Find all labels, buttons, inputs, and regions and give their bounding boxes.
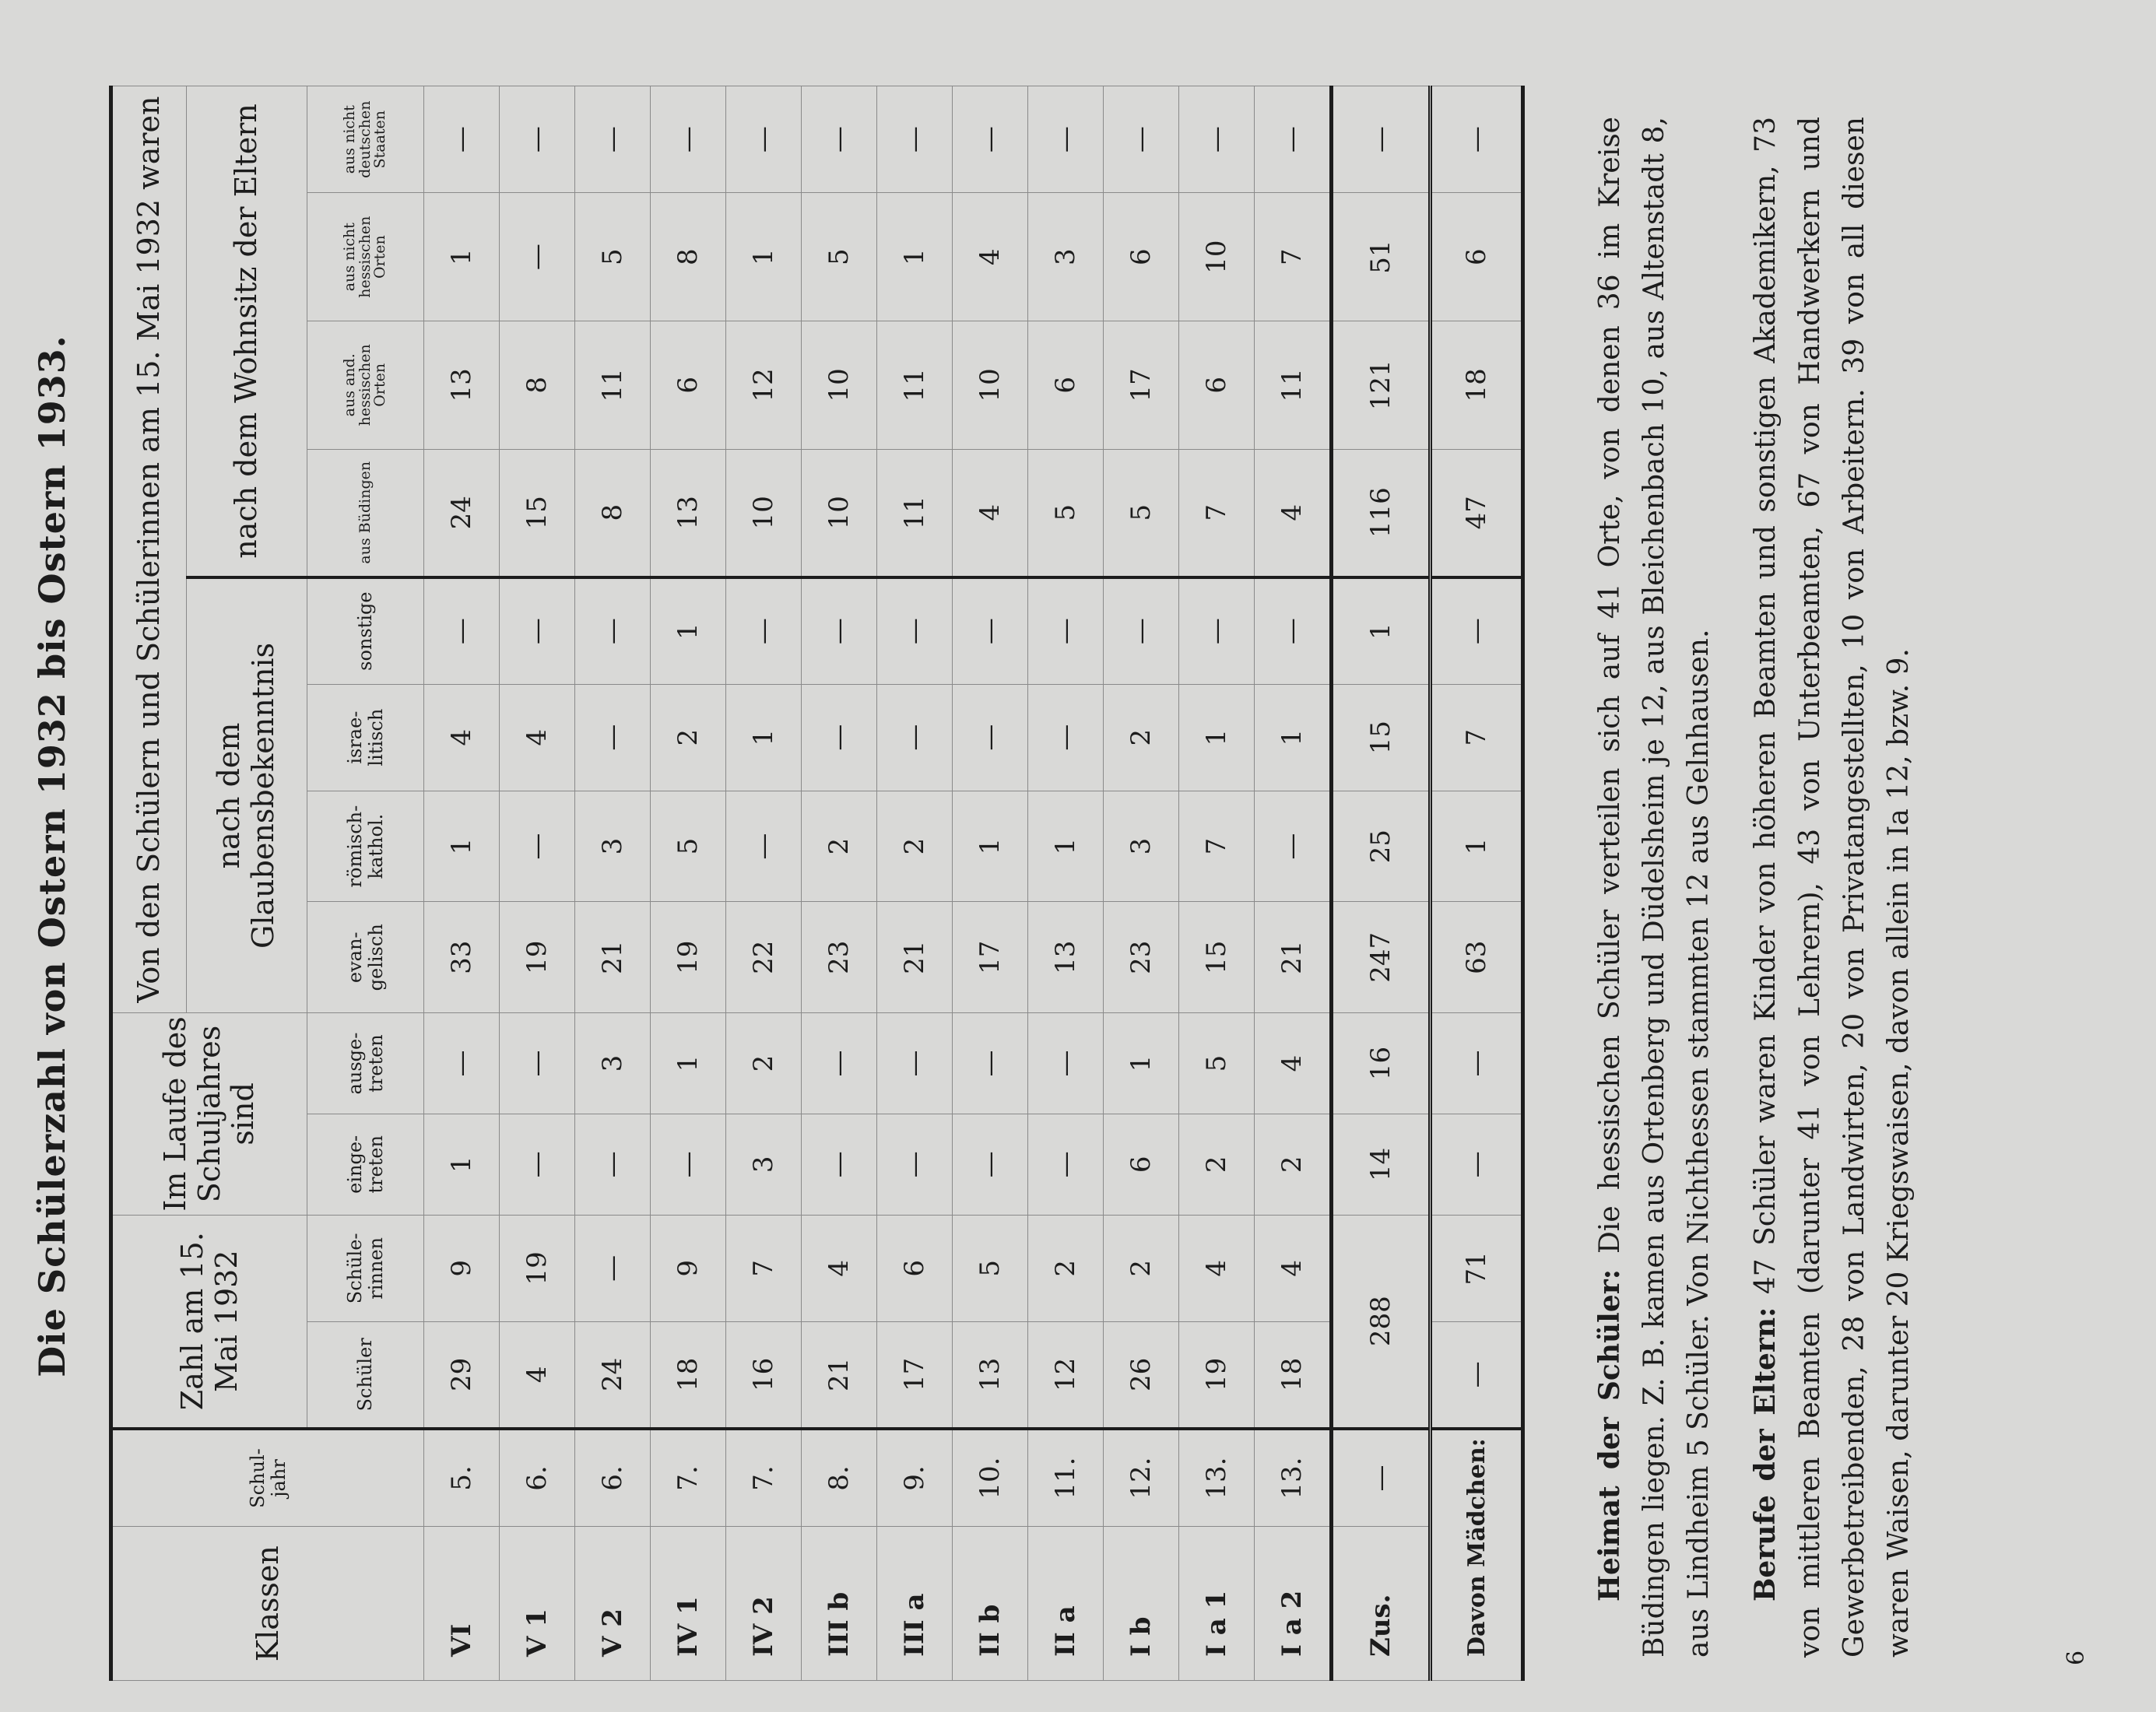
- cell-hess: 10: [802, 321, 877, 449]
- pupil-statistics-table: [109, 86, 1525, 1681]
- header-zahl: Zahl am 15. Mai 1932: [111, 1215, 307, 1428]
- cell-jahr: 9.: [877, 1429, 953, 1527]
- sum-cell-bued: 116: [1332, 449, 1431, 577]
- cell-nhess: 5: [575, 193, 651, 321]
- cell-bued: 15: [500, 449, 575, 577]
- cell-ev: 21: [877, 902, 953, 1013]
- cell-nhess: 10: [1179, 193, 1255, 321]
- cell-bued: 4: [1255, 449, 1332, 577]
- cell-rk: 3: [575, 791, 651, 902]
- cell-isr: 2: [651, 684, 726, 791]
- cell-hess: 6: [651, 321, 726, 449]
- cell-bued: 24: [424, 449, 500, 577]
- cell-hess: 17: [1104, 321, 1179, 449]
- girls-cell-ev: 63: [1431, 902, 1523, 1013]
- header-aus-nicht-deutschen: aus nicht deutschen Staaten: [307, 86, 424, 193]
- sum-cell-zahl: 288: [1332, 1215, 1431, 1428]
- cell-sonst: —: [1179, 577, 1255, 684]
- cell-ev: 19: [651, 902, 726, 1013]
- cell-jahr: 10.: [953, 1429, 1028, 1527]
- header-im-laufe: Im Laufe des Schuljahres sind: [111, 1013, 307, 1216]
- sum-cell-nhess: 51: [1332, 193, 1431, 321]
- table-row: [953, 86, 1028, 1681]
- cell-sonst: —: [877, 577, 953, 684]
- cell-aus: 1: [1104, 1013, 1179, 1114]
- cell-hess: 12: [726, 321, 802, 449]
- cell-rk: 2: [877, 791, 953, 902]
- cell-ein: —: [500, 1114, 575, 1215]
- girls-row: [1431, 86, 1523, 1681]
- cell-rk: 1: [424, 791, 500, 902]
- page-title: Die Schülerzahl von Ostern 1932 bis Ostern 1933.: [31, 335, 73, 1377]
- cell-isr: —: [953, 684, 1028, 791]
- cell-schueler: 16: [726, 1321, 802, 1428]
- girls-cell-schuelerinnen: 71: [1431, 1215, 1523, 1321]
- cell-ndeut: —: [877, 86, 953, 193]
- cell-aus: —: [424, 1013, 500, 1114]
- cell-rk: 3: [1104, 791, 1179, 902]
- cell-rk: —: [726, 791, 802, 902]
- cell-ev: 15: [1179, 902, 1255, 1013]
- cell-hess: 10: [953, 321, 1028, 449]
- cell-ndeut: —: [1104, 86, 1179, 193]
- cell-schuelerinnen: 9: [651, 1215, 726, 1321]
- cell-jahr: 13.: [1179, 1429, 1255, 1527]
- table-row: [1028, 86, 1104, 1681]
- table-row: [424, 86, 500, 1681]
- cell-ndeut: —: [651, 86, 726, 193]
- cell-ein: —: [575, 1114, 651, 1215]
- berufe-text: 47 Schüler waren Kinder von höheren Beamten und sonstigen Akademikern, 73 von mittleren Beamten (darunter 41 von Lehrern), 43 von Unterbeamten, 67 von Handwerkern und Gewerbetreibenden, 28 von Landwirten, 20 von Privatangestellten, 10 von Arbeitern. 39 von all diesen waren Waisen, darunter 20 Kriegswaisen, davon allein in Ia 12, bzw. 9.: [1750, 117, 1915, 1658]
- cell-isr: 2: [1104, 684, 1179, 791]
- cell-ein: —: [651, 1114, 726, 1215]
- cell-jahr: 7.: [651, 1429, 726, 1527]
- cell-schuelerinnen: 4: [802, 1215, 877, 1321]
- cell-klasse: I a 1: [1179, 1527, 1255, 1681]
- cell-rk: —: [1255, 791, 1332, 902]
- cell-isr: —: [1028, 684, 1104, 791]
- cell-ein: —: [877, 1114, 953, 1215]
- cell-klasse: V 1: [500, 1527, 575, 1681]
- cell-aus: 4: [1255, 1013, 1332, 1114]
- table-row: [1255, 86, 1332, 1681]
- header-nach-glauben: nach dem Glaubensbekenntnis: [187, 577, 307, 1013]
- cell-bued: 5: [1028, 449, 1104, 577]
- cell-aus: 1: [651, 1013, 726, 1114]
- cell-ein: —: [802, 1114, 877, 1215]
- sum-cell-isr: 15: [1332, 684, 1431, 791]
- cell-nhess: 1: [424, 193, 500, 321]
- cell-ein: 6: [1104, 1114, 1179, 1215]
- cell-isr: 1: [1179, 684, 1255, 791]
- cell-ndeut: —: [1255, 86, 1332, 193]
- cell-bued: 4: [953, 449, 1028, 577]
- cell-hess: 6: [1028, 321, 1104, 449]
- cell-isr: 1: [1255, 684, 1332, 791]
- cell-rk: 2: [802, 791, 877, 902]
- cell-nhess: 6: [1104, 193, 1179, 321]
- cell-schuelerinnen: 9: [424, 1215, 500, 1321]
- cell-schueler: 18: [651, 1321, 726, 1428]
- cell-hess: 8: [500, 321, 575, 449]
- cell-schueler: 13: [953, 1321, 1028, 1428]
- cell-ndeut: —: [1179, 86, 1255, 193]
- sum-cell-rk: 25: [1332, 791, 1431, 902]
- cell-ein: —: [1028, 1114, 1104, 1215]
- cell-sonst: —: [726, 577, 802, 684]
- header-sonstige: sonstige: [307, 577, 424, 684]
- cell-klasse: I b: [1104, 1527, 1179, 1681]
- table-row: [1179, 86, 1255, 1681]
- cell-klasse: V 2: [575, 1527, 651, 1681]
- cell-aus: —: [802, 1013, 877, 1114]
- cell-schuelerinnen: 2: [1104, 1215, 1179, 1321]
- header-schueler: Schüler: [307, 1321, 424, 1428]
- cell-nhess: 4: [953, 193, 1028, 321]
- cell-schueler: 12: [1028, 1321, 1104, 1428]
- girls-cell-sonst: —: [1431, 577, 1523, 684]
- cell-ein: 2: [1255, 1114, 1332, 1215]
- cell-rk: 7: [1179, 791, 1255, 902]
- cell-ndeut: —: [424, 86, 500, 193]
- header-aus-hessischen: aus and. hessischen Orten: [307, 321, 424, 449]
- cell-schueler: 17: [877, 1321, 953, 1428]
- cell-sonst: 1: [651, 577, 726, 684]
- cell-schuelerinnen: —: [575, 1215, 651, 1321]
- cell-ndeut: —: [802, 86, 877, 193]
- cell-aus: —: [953, 1013, 1028, 1114]
- cell-ndeut: —: [500, 86, 575, 193]
- sum-cell-label: Zus.: [1332, 1527, 1431, 1681]
- cell-aus: 3: [575, 1013, 651, 1114]
- cell-bued: 7: [1179, 449, 1255, 577]
- cell-nhess: 3: [1028, 193, 1104, 321]
- cell-jahr: 6.: [575, 1429, 651, 1527]
- berufe-label: Berufe der Eltern:: [1749, 1307, 1782, 1601]
- header-nach-wohnsitz: nach dem Wohnsitz der Eltern: [187, 86, 307, 577]
- cell-jahr: 12.: [1104, 1429, 1179, 1527]
- sum-row: [1332, 86, 1431, 1681]
- cell-klasse: IV 2: [726, 1527, 802, 1681]
- header-evangelisch: evan-gelisch: [307, 902, 424, 1013]
- cell-isr: 4: [424, 684, 500, 791]
- cell-sonst: —: [953, 577, 1028, 684]
- cell-jahr: 7.: [726, 1429, 802, 1527]
- cell-ev: 21: [1255, 902, 1332, 1013]
- cell-bued: 5: [1104, 449, 1179, 577]
- table-row: [575, 86, 651, 1681]
- cell-ev: 23: [802, 902, 877, 1013]
- cell-schuelerinnen: 6: [877, 1215, 953, 1321]
- cell-hess: 11: [1255, 321, 1332, 449]
- header-aus-nicht-hessischen: aus nicht hessischen Orten: [307, 193, 424, 321]
- cell-schueler: 24: [575, 1321, 651, 1428]
- cell-sonst: —: [1255, 577, 1332, 684]
- cell-ev: 23: [1104, 902, 1179, 1013]
- girls-cell-ein: —: [1431, 1114, 1523, 1215]
- header-ausgetreten: ausge-treten: [307, 1013, 424, 1114]
- cell-isr: —: [575, 684, 651, 791]
- header-israelitisch: israe-litisch: [307, 684, 424, 791]
- girls-cell-isr: 7: [1431, 684, 1523, 791]
- cell-ein: 2: [1179, 1114, 1255, 1215]
- cell-bued: 13: [651, 449, 726, 577]
- header-schuljahr: Schul-jahr: [111, 1429, 424, 1527]
- cell-klasse: II b: [953, 1527, 1028, 1681]
- cell-hess: 6: [1179, 321, 1255, 449]
- sum-cell-jahr: —: [1332, 1429, 1431, 1527]
- cell-schueler: 29: [424, 1321, 500, 1428]
- cell-aus: —: [1028, 1013, 1104, 1114]
- sum-cell-ein: 14: [1332, 1114, 1431, 1215]
- table-body: [424, 86, 1523, 1681]
- cell-ein: —: [953, 1114, 1028, 1215]
- heimat-label: Heimat der Schüler:: [1593, 1269, 1626, 1601]
- cell-klasse: III a: [877, 1527, 953, 1681]
- cell-bued: 10: [802, 449, 877, 577]
- cell-schueler: 18: [1255, 1321, 1332, 1428]
- sum-cell-sonst: 1: [1332, 577, 1431, 684]
- cell-isr: —: [877, 684, 953, 791]
- cell-klasse: II a: [1028, 1527, 1104, 1681]
- cell-schuelerinnen: 2: [1028, 1215, 1104, 1321]
- table-row: [651, 86, 726, 1681]
- cell-hess: 11: [575, 321, 651, 449]
- cell-klasse: III b: [802, 1527, 877, 1681]
- sum-cell-aus: 16: [1332, 1013, 1431, 1114]
- berufe-paragraph: [1743, 117, 1921, 1658]
- cell-bued: 8: [575, 449, 651, 577]
- cell-bued: 10: [726, 449, 802, 577]
- girls-cell-nhess: 6: [1431, 193, 1523, 321]
- cell-nhess: 7: [1255, 193, 1332, 321]
- heimat-text: Die hessischen Schüler verteilen sich auf 41 Orte, von denen 36 im Kreise Büdingen liegen. Z. B. kamen aus Ortenberg und Düdelsheim je 12, aus Bleichenbach 10, aus Altenstadt 8, aus Lindheim 5 Schüler. Von Nichthessen stammten 12 aus Gelnhausen.: [1594, 117, 1715, 1658]
- girls-cell-hess: 18: [1431, 321, 1523, 449]
- cell-schuelerinnen: 4: [1255, 1215, 1332, 1321]
- cell-sonst: —: [575, 577, 651, 684]
- cell-ndeut: —: [726, 86, 802, 193]
- cell-isr: —: [802, 684, 877, 791]
- header-klassen: Klassen: [111, 1527, 424, 1681]
- cell-rk: 1: [1028, 791, 1104, 902]
- cell-hess: 13: [424, 321, 500, 449]
- cell-hess: 11: [877, 321, 953, 449]
- cell-schuelerinnen: 7: [726, 1215, 802, 1321]
- cell-schuelerinnen: 5: [953, 1215, 1028, 1321]
- table-row: [1104, 86, 1179, 1681]
- cell-jahr: 13.: [1255, 1429, 1332, 1527]
- cell-ndeut: —: [953, 86, 1028, 193]
- cell-jahr: 8.: [802, 1429, 877, 1527]
- cell-ev: 19: [500, 902, 575, 1013]
- header-aus-buedingen: aus Büdingen: [307, 449, 424, 577]
- cell-ev: 33: [424, 902, 500, 1013]
- girls-cell-ndeut: —: [1431, 86, 1523, 193]
- cell-rk: 5: [651, 791, 726, 902]
- cell-ndeut: —: [575, 86, 651, 193]
- table-row: [877, 86, 953, 1681]
- cell-schueler: 4: [500, 1321, 575, 1428]
- cell-jahr: 5.: [424, 1429, 500, 1527]
- cell-sonst: —: [500, 577, 575, 684]
- cell-aus: 2: [726, 1013, 802, 1114]
- cell-ndeut: —: [1028, 86, 1104, 193]
- header-eingetreten: einge-treten: [307, 1114, 424, 1215]
- cell-aus: —: [877, 1013, 953, 1114]
- girls-cell-label: Davon Mädchen:: [1431, 1429, 1523, 1681]
- cell-ev: 17: [953, 902, 1028, 1013]
- cell-isr: 4: [500, 684, 575, 791]
- cell-ev: 21: [575, 902, 651, 1013]
- cell-jahr: 11.: [1028, 1429, 1104, 1527]
- cell-sonst: —: [802, 577, 877, 684]
- cell-sonst: —: [424, 577, 500, 684]
- cell-bued: 11: [877, 449, 953, 577]
- cell-schuelerinnen: 19: [500, 1215, 575, 1321]
- cell-ein: 1: [424, 1114, 500, 1215]
- table-row: [726, 86, 802, 1681]
- cell-schueler: 21: [802, 1321, 877, 1428]
- page-number: 6: [2063, 1650, 2090, 1665]
- cell-schueler: 19: [1179, 1321, 1255, 1428]
- table-row: [802, 86, 877, 1681]
- cell-nhess: 1: [877, 193, 953, 321]
- cell-schueler: 26: [1104, 1321, 1179, 1428]
- cell-aus: 5: [1179, 1013, 1255, 1114]
- girls-cell-bued: 47: [1431, 449, 1523, 577]
- header-roemisch: römisch-kathol.: [307, 791, 424, 902]
- heimat-paragraph: [1588, 117, 1721, 1658]
- header-schuelerinnen: Schüle-rinnen: [307, 1215, 424, 1321]
- sum-cell-hess: 121: [1332, 321, 1431, 449]
- cell-ev: 22: [726, 902, 802, 1013]
- cell-rk: —: [500, 791, 575, 902]
- cell-aus: —: [500, 1013, 575, 1114]
- cell-nhess: 8: [651, 193, 726, 321]
- sum-cell-ev: 247: [1332, 902, 1431, 1013]
- cell-klasse: IV 1: [651, 1527, 726, 1681]
- girls-cell-rk: 1: [1431, 791, 1523, 902]
- cell-nhess: 1: [726, 193, 802, 321]
- sum-cell-ndeut: —: [1332, 86, 1431, 193]
- girls-cell-schueler: —: [1431, 1321, 1523, 1428]
- table-row: [500, 86, 575, 1681]
- cell-nhess: —: [500, 193, 575, 321]
- cell-isr: 1: [726, 684, 802, 791]
- header-von-den: Von den Schülern und Schülerinnen am 15. Mai 1932 waren: [111, 86, 187, 1013]
- cell-klasse: I a 2: [1255, 1527, 1332, 1681]
- cell-klasse: VI: [424, 1527, 500, 1681]
- girls-cell-aus: —: [1431, 1013, 1523, 1114]
- cell-nhess: 5: [802, 193, 877, 321]
- cell-ein: 3: [726, 1114, 802, 1215]
- cell-schuelerinnen: 4: [1179, 1215, 1255, 1321]
- cell-sonst: —: [1028, 577, 1104, 684]
- cell-ev: 13: [1028, 902, 1104, 1013]
- cell-rk: 1: [953, 791, 1028, 902]
- cell-jahr: 6.: [500, 1429, 575, 1527]
- cell-sonst: —: [1104, 577, 1179, 684]
